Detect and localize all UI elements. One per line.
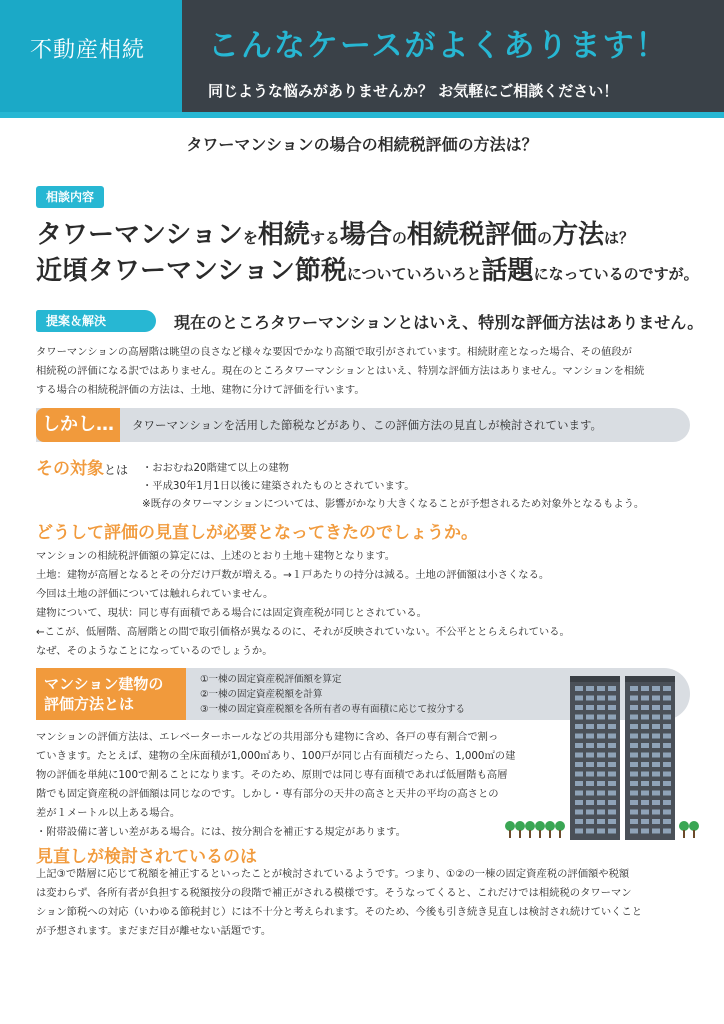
text-line: 差が１メートル以上ある場合。 — [36, 807, 181, 819]
text-line: 相続税の評価になる訳ではありません。現在のところタワーマンションとはいえ、特別な評価方法はありません。マンションを相続 — [36, 365, 645, 377]
why-heading: どうして評価の見直しが必要となってきたのでしょうか。 — [36, 523, 478, 543]
header-title-block — [182, 0, 724, 112]
tower-mansion-illustration — [500, 672, 704, 842]
text-line: 上記③で階層に応じて税額を補正するといったことが検討されているようです。つまり、①②の一棟の固定資産税の評価額や税額 — [36, 868, 630, 880]
why-paragraph — [36, 547, 696, 661]
review-heading: 見直しが検討されているのは — [36, 847, 257, 867]
method-tag-line: 評価方法とは — [44, 695, 135, 713]
text-line: ション節税への対応（いわゆる節税封じ）には不十分と考えられます。そのため、今後も引き続き見直しは検討され続けていくこと — [36, 906, 643, 918]
q1-part: は？ — [603, 229, 634, 247]
method-step: ②一棟の固定資産税額を計算 — [200, 689, 323, 700]
text-line: マンションの相続税評価額の算定には、上述のとおり土地＋建物となります。 — [36, 550, 396, 562]
text-line: 今回は土地の評価については触れられていません。 — [36, 588, 274, 600]
text-line: 物の評価を単純に100で割ることになります。そのため、原則では同じ専有面積であれば低層階も高層 — [36, 769, 508, 781]
q1-part: 相続 — [257, 220, 310, 250]
q1-part: 場合 — [339, 220, 392, 250]
review-paragraph — [36, 865, 696, 941]
q2-part: についていろいろと — [346, 265, 482, 283]
q2-part: 近頃タワーマンション節税 — [36, 256, 347, 286]
category-label: 不動産相続 — [30, 38, 146, 63]
method-step: ①一棟の固定資産税評価額を算定 — [200, 674, 342, 685]
main-question: タワーマンションの場合の相続税評価の方法は？ — [186, 135, 538, 154]
method-step: ③一棟の固定資産税額を各所有者の専有面積に応じて按分する — [200, 704, 466, 715]
method-tag — [36, 668, 186, 720]
q1-part: する — [309, 229, 340, 247]
text-line: マンションの評価方法は、エレベーターホールなどの共用部分も建物に含め、各戸の専有割合で割っ — [36, 731, 499, 743]
q2-part: になっているのですが。 — [533, 265, 699, 283]
header-title: こんなケースがよくあります！ — [208, 28, 669, 64]
q1-part: タワーマンション — [36, 220, 243, 250]
consult-question-line2 — [36, 250, 699, 287]
however-bar — [36, 408, 690, 442]
building-left-icon — [570, 676, 620, 840]
however-tag: しかし… — [36, 408, 120, 442]
page-header — [0, 0, 724, 118]
q1-part: 方法 — [551, 220, 604, 250]
target-heading-suffix: とは — [104, 463, 129, 477]
solution-label: 提案＆解決 — [36, 310, 156, 332]
building-right-icon — [625, 676, 675, 840]
text-line: なぜ、そのようなことになっているのでしょうか。 — [36, 645, 273, 657]
method-steps — [200, 672, 465, 717]
target-item: ・おおむね20階建て以上の建物 — [142, 462, 289, 474]
text-line: 土地：建物が高層となるとその分だけ戸数が増える。→１戸あたりの持分は減る。土地の評価額は小さくなる。 — [36, 569, 550, 581]
method-paragraph — [36, 728, 556, 842]
target-heading — [36, 454, 128, 479]
solution-answer: 現在のところタワーマンションとはいえ、特別な評価方法はありません。 — [174, 313, 704, 332]
q1-part: 相続税評価 — [406, 220, 537, 250]
method-tag-line: マンション建物の — [44, 675, 164, 693]
target-item: ・平成30年1月1日以後に建築されたものとされています。 — [142, 480, 415, 492]
header-subtitle: 同じような悩みがありませんか？ お気軽にご相談ください！ — [208, 82, 619, 100]
category-block — [0, 0, 182, 112]
text-line: ていきます。たとえば、建物の全床面積が1,000㎡あり、100戸が同じ占有面積だったら、1,000㎡の建 — [36, 750, 516, 762]
header-divider — [0, 112, 724, 118]
consult-question-line1 — [36, 214, 634, 251]
text-line: 階でも固定資産税の評価額は同じなのです。しかし・専有部分の天井の高さと天井の平均の高さとの — [36, 788, 499, 800]
text-line: する場合の相続税評価の方法は、土地、建物に分けて評価を行います。 — [36, 384, 365, 396]
text-line: ・附帯設備に著しい差がある場合。には、按分割合を補正する規定があります。 — [36, 826, 406, 838]
q1-part: の — [391, 229, 407, 247]
text-line: は変わらず、各所有者が負担する税額按分の段階で補正がされる模様です。そうなってくると、これだけでは相続税のタワーマン — [36, 887, 632, 899]
q2-part: 話題 — [481, 256, 534, 286]
however-text: タワーマンションを活用した節税などがあり、この評価方法の見直しが検討されています。 — [132, 418, 603, 432]
q1-part: を — [242, 229, 258, 247]
text-line: 建物について、現状：同じ専有面積である場合には固定資産税が同じとされている。 — [36, 607, 427, 619]
q1-part: の — [536, 229, 552, 247]
target-note: ※既存のタワーマンションについては、影響がかなり大きくなることが予想されるため対象外となるもよう。 — [142, 498, 645, 510]
text-line: が予想されます。まだまだ目が離せない話題です。 — [36, 925, 272, 937]
text-line: タワーマンションの高層階は眺望の良さなど様々な要因でかなり高額で取引がされています。相続財産となった場合、その値段が — [36, 346, 632, 358]
text-line: ←ここが、低層階、高層階との間で取引価格が異なるのに、それが反映されていない。不公平ととらえられている。 — [36, 626, 570, 638]
target-heading-text: その対象 — [36, 459, 104, 479]
consult-label: 相談内容 — [36, 186, 104, 208]
solution-paragraph — [36, 343, 696, 400]
